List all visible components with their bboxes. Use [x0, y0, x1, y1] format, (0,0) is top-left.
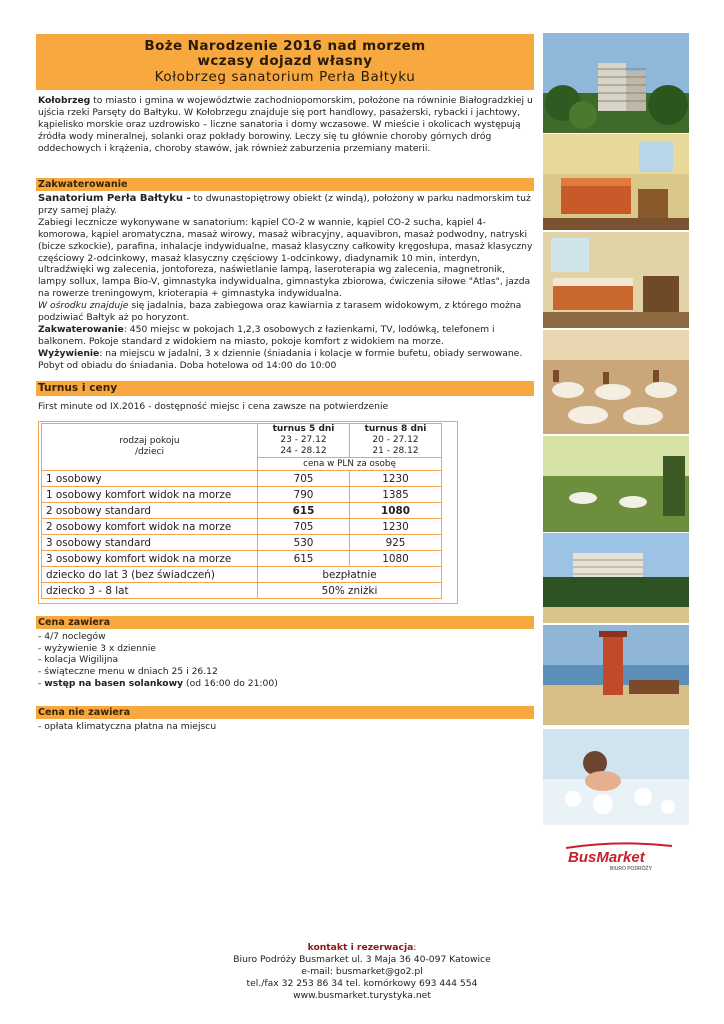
price-8-days: 1230	[350, 519, 442, 535]
photo-beach-hotel	[543, 533, 689, 623]
footer-title: kontakt i rezerwacja	[307, 942, 414, 953]
price-table	[41, 423, 442, 599]
price-8-days: 1230	[350, 471, 442, 487]
meals-text: : na miejscu w jadalni, 3 x dziennie (śniadania i kolacje w formie bufetu, obiady serwowane. Pobyt od obiadu do śniadania. Doba hotelowa od 14:00 do 10:00	[38, 347, 523, 371]
price-8-days: 1080	[350, 503, 442, 519]
intro-lead: Kołobrzeg	[38, 95, 91, 106]
section-cena-nie-zawiera: Cena nie zawiera	[36, 706, 534, 719]
photo-lighthouse	[543, 625, 689, 725]
price-row	[42, 551, 442, 567]
includes-item: - wyżywienie 3 x dziennie	[38, 642, 156, 654]
price-5-days: 705	[258, 519, 350, 535]
object-lead: Sanatorium Perła Bałtyku -	[38, 193, 191, 204]
includes-item-pool: - wstęp na basen solankowy (od 16:00 do 21:00)	[38, 677, 278, 689]
photo-dining-room	[543, 330, 689, 434]
intro-paragraph	[38, 95, 534, 155]
section-turnus: Turnus i ceny	[36, 381, 534, 396]
osrodek-text: się jadalnia, baza zabiegowa oraz kawiarnia z tarasem widokowym, z którego można podziwiać Bałtyk aż po horyzont.	[38, 300, 522, 324]
price-8-days: 1385	[350, 487, 442, 503]
osrodek-lead: W ośrodku znajduje	[38, 300, 129, 312]
svg-text:BIURO PODRÓŻY: BIURO PODRÓŻY	[610, 866, 652, 872]
turnus-8-header: turnus 8 dni 20 - 27.12 21 - 28.12	[350, 424, 442, 458]
room-type: 2 osobowy komfort widok na morze	[42, 519, 258, 535]
child-category: dziecko 3 - 8 lat	[42, 583, 258, 599]
section-cena-zawiera: Cena zawiera	[36, 616, 534, 629]
child-discount: bezpłatnie	[258, 567, 442, 583]
excludes-item: - opłata klimatyczna płatna na miejscu	[38, 721, 217, 732]
busmarket-logo	[564, 842, 674, 872]
photo-spa-bath	[543, 729, 689, 825]
currency-note: cena w PLN za osobę	[258, 458, 442, 471]
meals-lead: Wyżywienie	[38, 347, 100, 359]
footer-email: e-mail: busmarket@go2.pl	[301, 966, 423, 977]
price-row	[42, 471, 442, 487]
child-category: dziecko do lat 3 (bez świadczeń)	[42, 567, 258, 583]
photo-hotel-exterior	[543, 33, 689, 133]
price-row	[42, 519, 442, 535]
child-price-row	[42, 567, 442, 583]
room-type: 1 osobowy	[42, 471, 258, 487]
includes-item: - 4/7 noclegów	[38, 631, 106, 642]
contact-footer: kontakt i rezerwacja: Biuro Podróży Busmarket ul. 3 Maja 36 40-097 Katowice e-mail: busmarket@go2.pl tel./fax 32 253 86 34 tel. komórkowy 693 444 554 www.busmarket.turystyka.net	[0, 942, 724, 1002]
excludes-list	[38, 721, 534, 733]
price-row	[42, 487, 442, 503]
includes-item: - świąteczne menu w dniach 25 i 26.12	[38, 666, 218, 678]
footer-address: Biuro Podróży Busmarket ul. 3 Maja 36 40-097 Katowice	[233, 954, 491, 965]
photo-cafe	[543, 436, 689, 532]
room-type: 1 osobowy komfort widok na morze	[42, 487, 258, 503]
header-subtitle: wczasy dojazd własny	[197, 53, 373, 69]
header-location: Kołobrzeg sanatorium Perła Bałtyku	[154, 69, 416, 85]
price-8-days: 925	[350, 535, 442, 551]
turnus-5-header: turnus 5 dni 23 - 27.12 24 - 28.12	[258, 424, 350, 458]
price-5-days: 790	[258, 487, 350, 503]
includes-item: - kolacja Wigilijna	[38, 654, 119, 666]
child-discount: 50% zniżki	[258, 583, 442, 599]
photo-room-1	[543, 134, 689, 230]
room-type: 3 osobowy standard	[42, 535, 258, 551]
child-price-row	[42, 583, 442, 599]
includes-list	[38, 631, 534, 690]
price-5-days: 705	[258, 471, 350, 487]
treatments-text: Zabiegi lecznicze wykonywane w sanatorium: kąpiel CO-2 w wannie, kąpiel CO-2 sucha, kąpiel 4-komorowa, kąpiel aromatyczna, masaż wirowy, masaż wibracyjny, aquavibron, masaż podwodny, natryski (bicze szkockie), parafina, inhalacje indywidualne, masaż klasyczny całkowity kręgosłupa, masaż klasyczny częściowy 2-odcinkowy, masaż klasyczny częściowy 1-odcinkowy, diadynamik 10 min, interdyn, ultradźwięki wg zalecenia, jontoforeza, naświetlanie lampą, laseroterapia wg zalecenia, magnetronik, lampy sollux, lampa Bio-V, gimnastyka indywidualna, gimnastyka zbiorowa, ćwiczenia siłowe "Atlas", jazda na rowerze treningowym, krioterapia + gimnastyka indywidualna.	[38, 216, 533, 300]
first-minute-note: First minute od IX.2016 - dostępność miejsc i cena zawsze na potwierdzenie	[38, 401, 389, 412]
price-5-days: 615	[258, 551, 350, 567]
zakwaterowanie-content	[38, 193, 534, 372]
object-text: to dwunastopiętrowy obiekt (z windą), położony w parku nadmorskim tuż przy samej plaży.	[38, 193, 531, 216]
photo-room-2	[543, 232, 689, 328]
accommodation-text: : 450 miejsc w pokojach 1,2,3 osobowych z łazienkami, TV, lodówką, telefonem i balkonem. Pokoje standard z widokiem na miasto, pokoje komfort z widokiem na morze.	[38, 323, 495, 347]
footer-website: www.busmarket.turystyka.net	[293, 990, 431, 1001]
offer-header	[36, 34, 534, 90]
price-row	[42, 503, 442, 519]
room-type: 2 osobowy standard	[42, 503, 258, 519]
footer-phone: tel./fax 32 253 86 34 tel. komórkowy 693 444 554	[246, 978, 478, 989]
room-type: 3 osobowy komfort widok na morze	[42, 551, 258, 567]
svg-text:BusMarket: BusMarket	[568, 849, 645, 866]
price-8-days: 1080	[350, 551, 442, 567]
room-type-header: rodzaj pokoju /dzieci	[42, 424, 258, 471]
header-title: Boże Narodzenie 2016 nad morzem	[144, 38, 426, 54]
section-zakwaterowanie: Zakwaterowanie	[36, 178, 534, 191]
price-5-days: 530	[258, 535, 350, 551]
accommodation-lead: Zakwaterowanie	[38, 323, 124, 335]
price-5-days: 615	[258, 503, 350, 519]
intro-text: to miasto i gmina w województwie zachodniopomorskim, położone na równinie Białogradzkiej u ujścia rzeki Parsęty do Bałtyku. W Kołobrzegu znajduje się port handlowy, pasażerski, rybacki i jachtowy, kąpielisko morskie oraz uzdrowisko – liczne sanatoria i domy wczasowe. W mieście i okolicach występują źródła wody mineralnej, solanki oraz pokłady borowiny. Leczy się tu głównie choroby górnych dróg oddechowych i krążenia, choroby stawów, jak również zaburzenia przemiany materii.	[38, 95, 533, 154]
price-row	[42, 535, 442, 551]
